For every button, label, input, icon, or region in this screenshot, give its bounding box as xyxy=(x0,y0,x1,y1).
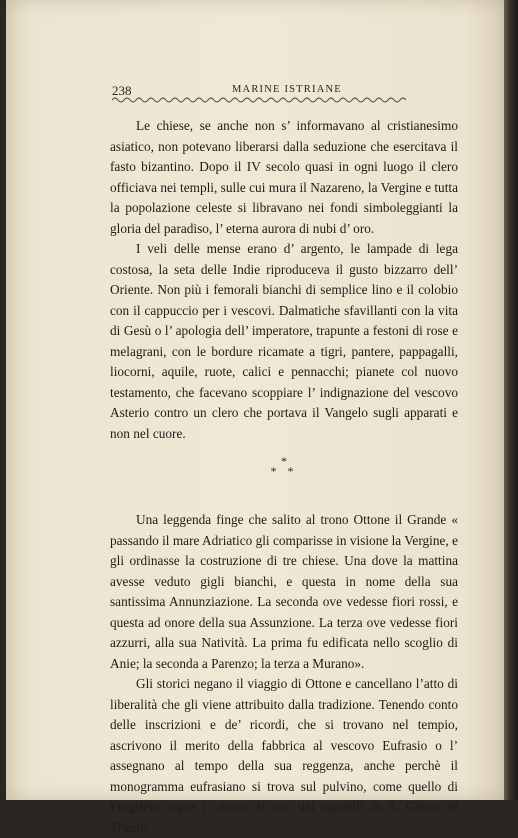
paragraph-4: Gli storici negano il viaggio di Ottone e cancellano l’atto di liberalità che gli viene attribuito dalla tradizione. Tenendo conto delle inscrizioni e de’ ricordi, che si trovano nel tempio, ascrivono il merito della fabbrica al vescovo Eufrasio o l’ assegnano al tempo della sua reggenza, anche perchè il monogramma eufrasiano si trova sul pulvino, come quello di Frugifero sopra l’ abaco di uno dei capitelli in S. Giusto di Trieste. xyxy=(110,676,458,835)
header-wavy-rule xyxy=(112,96,406,104)
body-text xyxy=(110,116,458,838)
running-title: MARINE ISTRIANE xyxy=(232,84,342,95)
paragraph-2: I veli delle mense erano d’ argento, le lampade di lega costosa, la seta delle Indie riproduceva il gusto bizzarro dell’ Oriente. Non più i femorali bianchi di semplice lino e il colobio con il cappuccio per i vescovi. Dalmatiche sfavillanti con la vita di Gesù o l’ apologia dell’ imperatore, trapunte a festoni di rose e melagrani, con le bordure ricamate a tigri, pantere, pappagalli, liocorni, aquile, ruote, calici e pennacchi; pianete col nuovo testamento, che facevano scoppiare l’ indignazione del vescovo Asterio contro un clero che portava il Vangelo sugli apparati e non nel cuore. xyxy=(110,241,458,441)
paragraph-3: Una leggenda finge che salito al trono Ottone il Grande « passando il mare Adriatico gli comparisse in visione la Vergine, e gli ordinasse la costruzione di tre chiese. Una dove la mattina avesse veduto gigli bianchi, e questa in nome della sua santissima Annunziazione. La seconda ove vedesse fiori rossi, e questa ad onore della sua Assunzione. La terza ove vedesse fiori azzurri, alla sua Natività. La prima fu edificata nello scoglio di Anie; la seconda a Parenzo; la terza a Murano». xyxy=(110,512,458,671)
page-number: 238 xyxy=(112,83,132,98)
section-separator xyxy=(110,456,458,476)
separator-asterisks-bottom: * * xyxy=(270,464,298,478)
separator-asterisk-top: * xyxy=(281,454,287,468)
paragraph-1: Le chiese, se anche non s’ informavano al cristianesimo asiatico, non potevano liberarsi dalla seduzione che esercitava il fasto bizantino. Dopo il IV secolo quasi in ogni luogo il clero officiava nei templi, sulle cui mura il Nazareno, la Vergine e tutta la popolazione celeste si libravano nei fondi simboleggianti la gloria del paradiso, l’ eterna aurora di nubi d’ oro. xyxy=(110,118,458,236)
book-edge xyxy=(504,0,518,800)
